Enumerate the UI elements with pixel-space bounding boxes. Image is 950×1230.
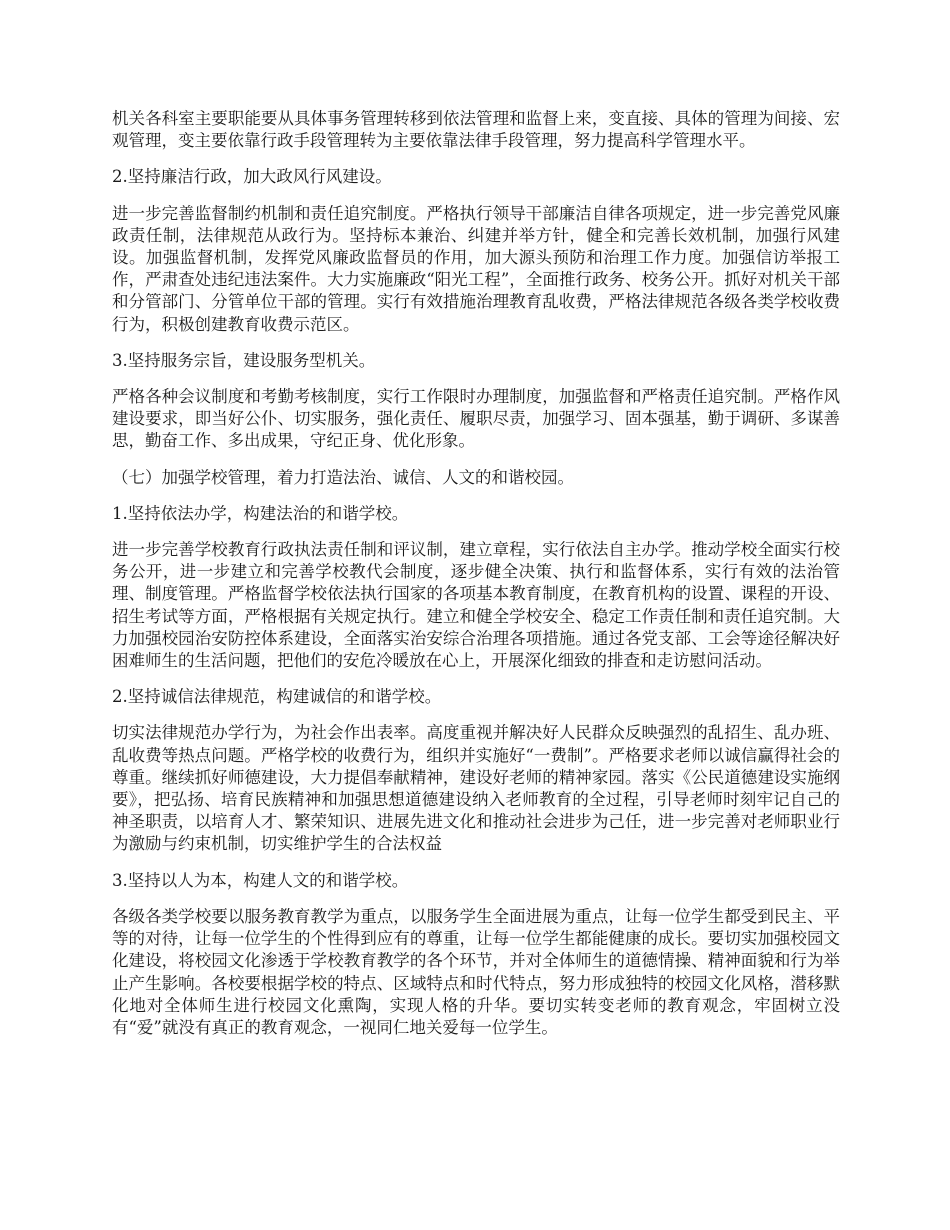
section-heading: 1.坚持依法办学，构建法治的和谐学校。 [112, 503, 409, 523]
body-paragraph: 切实法律规范办学行为，为社会作出表率。高度重视并解决好人民群众反映强烈的乱招生、乱办班、乱收费等热点问题。严格学校的收费行为，组织并实施好“一费制”。严格要求老师以诚信赢得社会的尊重。继续抓好师德建设，大力提倡奉献精神，建设好老师的精神家园。落实《公民道德建设实施纲要》，把弘扬、培育民族精神和加强思想道德建设纳入老师教育的全过程，引导老师时刻牢记自己的神圣职责，以培育人才、繁荣知识、进展先进文化和推动社会进步为己任，进一步完善对老师职业行为激励与约束机制，切实维护学生的合法权益 [112, 723, 840, 854]
chapter-heading: （七）加强学校管理，着力打造法治、诚信、人文的和谐校园。 [112, 467, 574, 487]
body-paragraph: 进一步完善监督制约机制和责任追究制度。严格执行领导干部廉洁自律各项规定，进一步完善党风廉政责任制，法律规范从政行为。坚持标本兼治、纠建并举方针，健全和完善长效机制，加强行风建设。加强监督机制，发挥党风廉政监督员的作用，加大源头预防和治理工作力度。加强信访举报工作，严肃查处违纪违法案件。大力实施廉政“阳光工程”，全面推行政务、校务公开。抓好对机关干部和分管部门、分管单位干部的管理。实行有效措施治理教育乱收费，严格法律规范各级各类学校收费行为，积极创建教育收费示范区。 [112, 203, 840, 334]
body-paragraph: 进一步完善学校教育行政执法责任制和评议制，建立章程，实行依法自主办学。推动学校全面实行校务公开，进一步建立和完善学校教代会制度，逐步健全决策、执行和监督体系，实行有效的法治管理、制度管理。严格监督学校依法执行国家的各项基本教育制度，在教育机构的设置、课程的开设、招生考试等方面，严格根据有关规定执行。建立和健全学校安全、稳定工作责任制和责任追究制。大力加强校园治安防控体系建设，全面落实治安综合治理各项措施。通过各党支部、工会等途径解决好困难师生的生活问题，把他们的安危冷暖放在心上，开展深化细致的排查和走访慰问活动。 [112, 540, 840, 671]
document-page [112, 108, 840, 1053]
body-paragraph: 严格各种会议制度和考勤考核制度，实行工作限时办理制度，加强监督和严格责任追究制。严格作风建设要求，即当好公仆、切实服务，强化责任、履职尽责，加强学习、固本强基，勤于调研、多谋善思，勤奋工作、多出成果，守纪正身、优化形象。 [112, 387, 840, 451]
section-heading: 2.坚持诚信法律规范，构建诚信的和谐学校。 [112, 687, 442, 707]
body-paragraph: 各级各类学校要以服务教育教学为重点，以服务学生全面进展为重点，让每一位学生都受到民主、平等的对待，让每一位学生的个性得到应有的尊重，让每一位学生都能健康的成长。要切实加强校园文化建设，将校园文化渗透于学校教育教学的各个环节，并对全体师生的道德情操、精神面貌和行为举止产生影响。各校要根据学校的特点、区域特点和时代特点，努力形成独特的校园文化风格，潜移默化地对全体师生进行校园文化熏陶，实现人格的升华。要切实转变老师的教育观念，牢固树立没有“爱”就没有真正的教育观念，一视同仁地关爱每一位学生。 [112, 906, 840, 1037]
section-heading: 3.坚持服务宗旨，建设服务型机关。 [112, 350, 376, 370]
section-heading: 2.坚持廉洁行政，加大政风行风建设。 [112, 167, 392, 187]
body-paragraph: 机关各科室主要职能要从具体事务管理转移到依法管理和监督上来，变直接、具体的管理为间接、宏观管理，变主要依靠行政手段管理转为主要依靠法律手段管理，努力提高科学管理水平。 [112, 109, 840, 151]
section-heading: 3.坚持以人为本，构建人文的和谐学校。 [112, 870, 409, 890]
